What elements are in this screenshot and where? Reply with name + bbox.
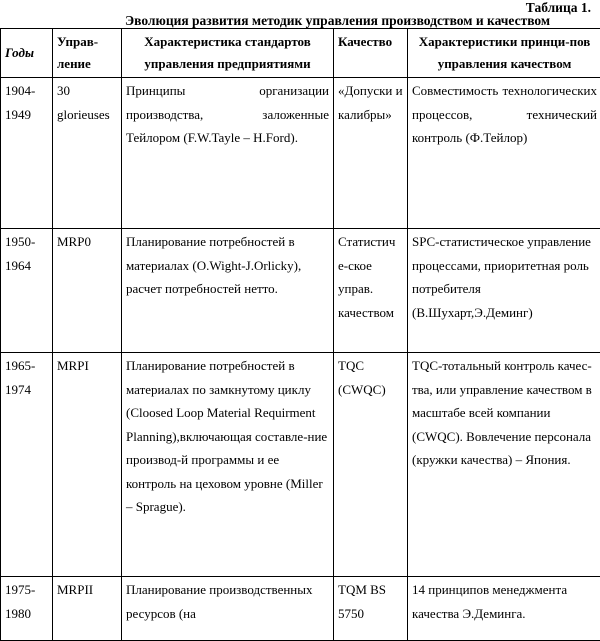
cell-standards: Планирование потребностей в материалах (O.Wight-J.Orlicky), расчет потребностей нетто.	[122, 229, 334, 353]
cell-principles: 14 принципов менеджмента качества Э.Деминга.	[408, 577, 600, 641]
table-row	[1, 229, 600, 353]
header-quality: Качество	[334, 29, 408, 78]
table-title: Эволюция развития методик управления производством и качеством	[125, 13, 595, 28]
table-row	[1, 78, 600, 229]
cell-management: MRPI	[53, 353, 122, 577]
table-row	[1, 577, 600, 641]
header-years: Годы	[1, 29, 53, 78]
cell-quality: TQC (CWQC)	[334, 353, 408, 577]
header-management: Управ-ление	[53, 29, 122, 78]
cell-quality: TQM BS 5750	[334, 577, 408, 641]
cell-quality: Статистич e-ское управ. качеством	[334, 229, 408, 353]
evolution-table	[0, 28, 600, 641]
cell-management: MRP0	[53, 229, 122, 353]
cell-years: 1950-1964	[1, 229, 53, 353]
cell-principles: TQC-тотальный контроль качес-тва, или управление качеством в масштабе всей компании (CWQC). Вовлечение персонала (кружки качества) – Япония.	[408, 353, 600, 577]
header-principles: Характеристики принци-пов управления качеством	[408, 29, 600, 78]
cell-management: MRPII	[53, 577, 122, 641]
cell-principles: Совместимость технологических процессов, технический контроль (Ф.Тейлор)	[408, 78, 600, 229]
cell-standards: Планирование потребностей в материалах по замкнутому циклу (Cloosed Loop Material Requirment Planning),включающая составле-ние производ-й программы и ее контроль на цеховом уровне (Miller – Sprague).	[122, 353, 334, 577]
cell-principles: SPC-статистическое управление процессами, приоритетная роль потребителя (В.Шухарт,Э.Деминг)	[408, 229, 600, 353]
cell-quality: «Допуски и калибры»	[334, 78, 408, 229]
cell-standards: Планирование производственных ресурсов (на	[122, 577, 334, 641]
table-number: Таблица 1.	[526, 0, 591, 15]
table-header-row	[1, 29, 600, 78]
cell-years: 1975-1980	[1, 577, 53, 641]
cell-years: 1904-1949	[1, 78, 53, 229]
cell-management: 30 glorieuses	[53, 78, 122, 229]
table-row	[1, 353, 600, 577]
cell-years: 1965-1974	[1, 353, 53, 577]
header-standards: Характеристика стандартов управления предприятиями	[122, 29, 334, 78]
cell-standards: Принципы организации производства, заложенные Тейлором (F.W.Tayle – H.Ford).	[122, 78, 334, 229]
